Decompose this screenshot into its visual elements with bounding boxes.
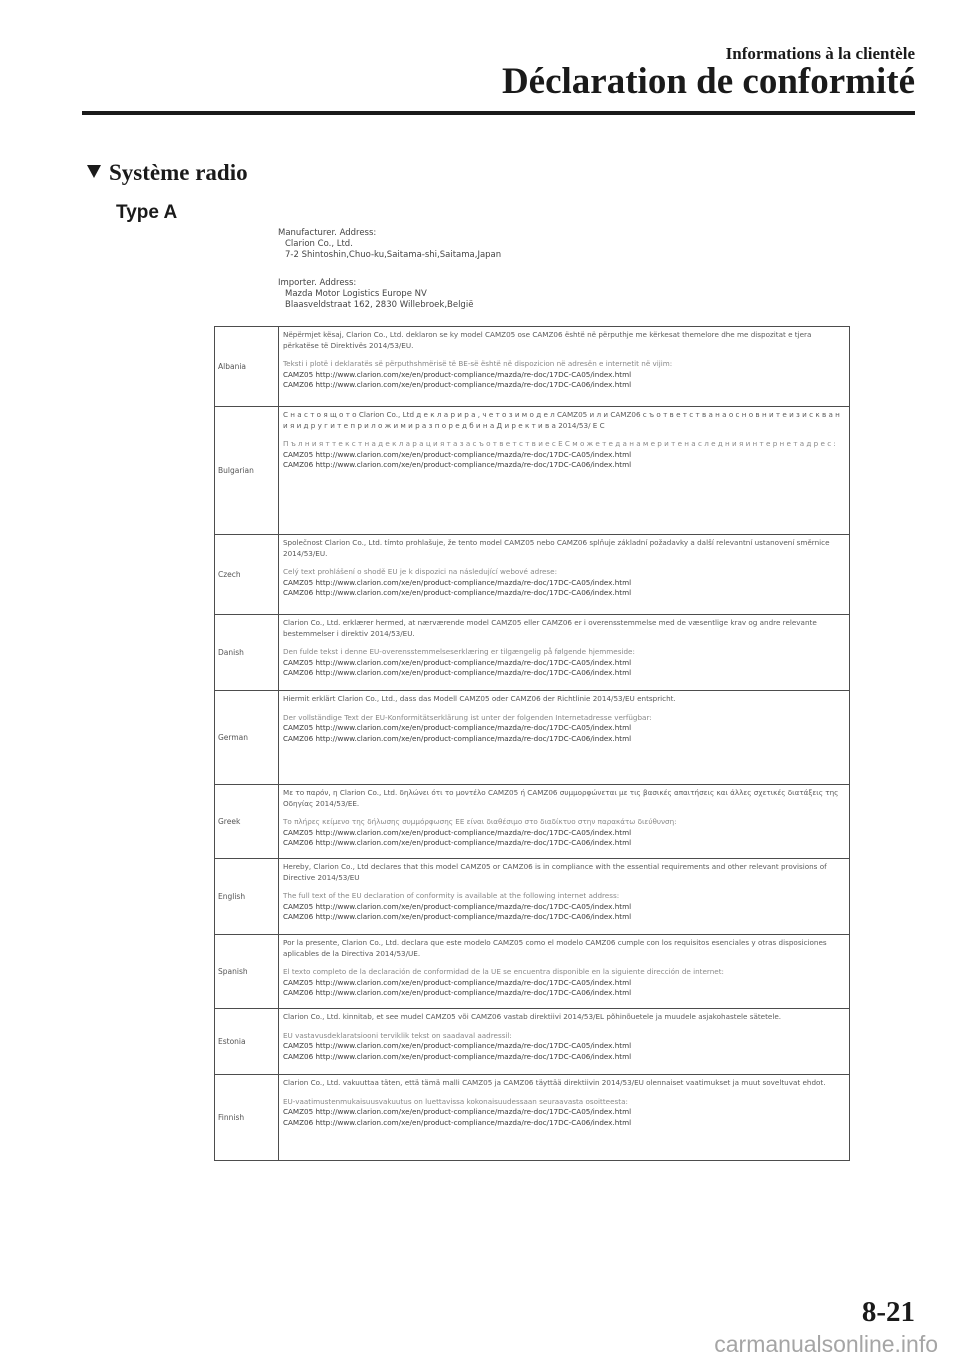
paragraph-gap xyxy=(283,1089,845,1097)
declaration-availability: Το πλήρες κείμενο της δήλωσης συμμόρφωσης ΕΕ είναι διαθέσιμο στο διαδίκτυο στην παρακάτω διεύθυνση: xyxy=(283,817,677,827)
declaration-availability: EU-vaatimustenmukaisuusvakuutus on luettavissa kokonaisuudessaan seuraavasta osoitteesta: xyxy=(283,1096,628,1106)
declaration-url: CAMZ06 http://www.clarion.com/xe/en/product-compliance/mazda/re-doc/17DC-CA06/index.html xyxy=(283,912,632,922)
declaration-row xyxy=(215,407,850,535)
declaration-url: CAMZ05 http://www.clarion.com/xe/en/product-compliance/mazda/re-doc/17DC-CA05/index.html xyxy=(283,827,632,837)
paragraph-gap xyxy=(283,883,845,891)
section-heading-text: Système radio xyxy=(109,160,248,185)
declaration-availability: П ъ л н и я т т е к с т н а д е к л а р а ц и я т а з а с ъ о т в е т с т в и е с Е С м о ж е т е д а н а м е р и т е н а с л е д н и я и н т е р н е т а д р е с : xyxy=(283,439,836,449)
declaration-url: CAMZ06 http://www.clarion.com/xe/en/product-compliance/mazda/re-doc/17DC-CA06/index.html xyxy=(283,380,632,390)
declaration-row xyxy=(215,935,850,1009)
declaration-row xyxy=(215,859,850,935)
importer-label: Importer. Address: xyxy=(278,278,357,288)
declaration-url: CAMZ06 http://www.clarion.com/xe/en/product-compliance/mazda/re-doc/17DC-CA06/index.html xyxy=(283,1051,632,1061)
declaration-language: Estonia xyxy=(215,1009,279,1075)
paragraph-gap xyxy=(283,351,845,359)
declaration-statement: Por la presente, Clarion Co., Ltd. declara que este modelo CAMZ05 como el modelo CAMZ06 cumple con los requisitos esenciales y otras disposiciones aplicables de la Directiva 2014/53/UE. xyxy=(283,938,827,958)
declaration-url: CAMZ05 http://www.clarion.com/xe/en/product-compliance/mazda/re-doc/17DC-CA05/index.html xyxy=(283,1041,632,1051)
type-label: Type A xyxy=(116,202,178,223)
triangle-down-icon xyxy=(87,165,101,178)
declaration-statement: Společnost Clarion Co., Ltd. tímto prohlašuje, že tento model CAMZ05 nebo CAMZ06 splňuje základní požadavky a další relevantní ustanovení směrnice 2014/53/EU. xyxy=(283,538,830,558)
declaration-url: CAMZ06 http://www.clarion.com/xe/en/product-compliance/mazda/re-doc/17DC-CA06/index.html xyxy=(283,460,632,470)
declaration-availability: Teksti i plotë i deklaratës së përputhshmërisë të BE-së është në dispozicion në adresën e internetit në vijim: xyxy=(283,359,673,369)
declaration-body xyxy=(279,1009,850,1075)
declaration-body xyxy=(279,785,850,859)
declaration-language: Bulgarian xyxy=(215,407,279,535)
section-heading xyxy=(87,160,248,186)
page-number: 8-21 xyxy=(861,1296,915,1328)
declaration-body xyxy=(279,691,850,785)
declaration-row xyxy=(215,615,850,691)
manufacturer-block xyxy=(278,228,501,261)
declaration-language: Spanish xyxy=(215,935,279,1009)
page-title: Déclaration de conformité xyxy=(501,61,915,102)
declaration-availability: EU vastavusdeklaratsiooni terviklik tekst on saadaval aadressil: xyxy=(283,1030,512,1040)
declaration-body xyxy=(279,1075,850,1161)
declaration-statement: Clarion Co., Ltd. kinnitab, et see mudel CAMZ05 või CAMZ06 vastab direktiivi 2014/53/EL põhinõuetele ja muudele asjakohastele sätetele. xyxy=(283,1012,782,1021)
paragraph-gap xyxy=(283,959,845,967)
declaration-table xyxy=(214,326,850,1161)
declaration-url: CAMZ06 http://www.clarion.com/xe/en/product-compliance/mazda/re-doc/17DC-CA06/index.html xyxy=(283,588,632,598)
paragraph-gap xyxy=(283,431,845,439)
paragraph-gap xyxy=(283,1023,845,1031)
declaration-url: CAMZ06 http://www.clarion.com/xe/en/product-compliance/mazda/re-doc/17DC-CA06/index.html xyxy=(283,988,632,998)
declaration-statement: Nëpërmjet kësaj, Clarion Co., Ltd. deklaron se ky model CAMZ05 ose CAMZ06 është në përputhje me kërkesat themelore dhe me dispozitat e tjera përkatëse të Direktivës 2014/53/EU. xyxy=(283,330,812,350)
declaration-availability: Celý text prohlášení o shodě EU je k dispozici na následující webové adrese: xyxy=(283,567,558,577)
declaration-url: CAMZ05 http://www.clarion.com/xe/en/product-compliance/mazda/re-doc/17DC-CA05/index.html xyxy=(283,977,632,987)
declaration-body xyxy=(279,407,850,535)
declaration-statement: Hereby, Clarion Co., Ltd declares that this model CAMZ05 or CAMZ06 is in compliance with the essential requirements and other relevant provisions of Directive 2014/53/EU xyxy=(283,862,827,882)
declaration-row xyxy=(215,691,850,785)
declaration-statement: С н а с т о я щ о т о Clarion Co., Ltd д е к л а р и р а , ч е т о з и м о д е л CAMZ05 и л и CAMZ06 с ъ о т в е т с т в а н а о с н о в н и т е и з и с к в а н и я и д р у г и т е п р и л о ж и м и р а з п о р е д б и н а Д и р е к т и в а 2014/53/ Е С xyxy=(283,410,840,430)
declaration-statement: Hiermit erklärt Clarion Co., Ltd., dass das Modell CAMZ05 oder CAMZ06 der Richtlinie 2014/53/EU entspricht. xyxy=(283,694,676,703)
declaration-row xyxy=(215,1009,850,1075)
declaration-statement: Με το παρόν, η Clarion Co., Ltd. δηλώνει ότι το μοντέλο CAMZ05 ή CAMZ06 συμμορφώνεται με τις βασικές απαιτήσεις και άλλες σχετικές διατάξεις της Οδηγίας 2014/53/ΕΕ. xyxy=(283,788,839,808)
declaration-body xyxy=(279,327,850,407)
manufacturer-line: Clarion Co., Ltd. xyxy=(285,239,353,249)
declaration-language: Danish xyxy=(215,615,279,691)
declaration-language: Albania xyxy=(215,327,279,407)
declaration-availability: El texto completo de la declaración de conformidad de la UE se encuentra disponible en la siguiente dirección de internet: xyxy=(283,967,724,977)
declaration-url: CAMZ05 http://www.clarion.com/xe/en/product-compliance/mazda/re-doc/17DC-CA05/index.html xyxy=(283,577,632,587)
declaration-url: CAMZ05 http://www.clarion.com/xe/en/product-compliance/mazda/re-doc/17DC-CA05/index.html xyxy=(283,723,632,733)
declaration-url: CAMZ06 http://www.clarion.com/xe/en/product-compliance/mazda/re-doc/17DC-CA06/index.html xyxy=(283,838,632,848)
declaration-language: Finnish xyxy=(215,1075,279,1161)
declaration-language: Greek xyxy=(215,785,279,859)
declaration-url: CAMZ05 http://www.clarion.com/xe/en/product-compliance/mazda/re-doc/17DC-CA05/index.html xyxy=(283,449,632,459)
declaration-url: CAMZ06 http://www.clarion.com/xe/en/product-compliance/mazda/re-doc/17DC-CA06/index.html xyxy=(283,1117,632,1127)
declaration-statement: Clarion Co., Ltd. vakuuttaa täten, että tämä malli CAMZ05 ja CAMZ06 täyttää direktiivin 2014/53/EU olennaiset vaatimukset ja muut soveltuvat ehdot. xyxy=(283,1078,826,1087)
declaration-row xyxy=(215,535,850,615)
declaration-language: Czech xyxy=(215,535,279,615)
declaration-url: CAMZ05 http://www.clarion.com/xe/en/product-compliance/mazda/re-doc/17DC-CA05/index.html xyxy=(283,901,632,911)
manufacturer-line: 7-2 Shintoshin,Chuo-ku,Saitama-shi,Saitama,Japan xyxy=(285,250,502,260)
declaration-body xyxy=(279,615,850,691)
header-section: Informations à la clientèle xyxy=(725,44,915,63)
paragraph-gap xyxy=(283,559,845,567)
paragraph-gap xyxy=(283,639,845,647)
declaration-row xyxy=(215,785,850,859)
declaration-url: CAMZ05 http://www.clarion.com/xe/en/product-compliance/mazda/re-doc/17DC-CA05/index.html xyxy=(283,369,632,379)
declaration-url: CAMZ06 http://www.clarion.com/xe/en/product-compliance/mazda/re-doc/17DC-CA06/index.html xyxy=(283,668,632,678)
declaration-url: CAMZ06 http://www.clarion.com/xe/en/product-compliance/mazda/re-doc/17DC-CA06/index.html xyxy=(283,733,632,743)
declaration-body xyxy=(279,935,850,1009)
declaration-body xyxy=(279,859,850,935)
importer-block xyxy=(278,278,473,311)
declaration-row xyxy=(215,327,850,407)
importer-line: Mazda Motor Logistics Europe NV xyxy=(285,289,427,299)
declaration-availability: Der vollständige Text der EU-Konformitätserklärung ist unter der folgenden Internetadresse verfügbar: xyxy=(283,712,652,722)
declaration-language: English xyxy=(215,859,279,935)
declaration-language: German xyxy=(215,691,279,785)
declaration-availability: The full text of the EU declaration of conformity is available at the following internet address: xyxy=(283,891,620,901)
declaration-url: CAMZ05 http://www.clarion.com/xe/en/product-compliance/mazda/re-doc/17DC-CA05/index.html xyxy=(283,657,632,667)
header-rule xyxy=(82,111,915,115)
importer-line: Blaasveldstraat 162, 2830 Willebroek,België xyxy=(285,300,474,310)
manufacturer-label: Manufacturer. Address: xyxy=(278,228,377,238)
declaration-body xyxy=(279,535,850,615)
declaration-statement: Clarion Co., Ltd. erklærer hermed, at nærværende model CAMZ05 eller CAMZ06 er i overensstemmelse med de væsentlige krav og andre relevante bestemmelser i direktiv 2014/53/EU. xyxy=(283,618,817,638)
watermark: carmanualsonline.info xyxy=(714,1331,938,1357)
declaration-availability: Den fulde tekst i denne EU-overensstemmelseserklæring er tilgængelig på følgende hjemmeside: xyxy=(283,647,635,657)
declaration-url: CAMZ05 http://www.clarion.com/xe/en/product-compliance/mazda/re-doc/17DC-CA05/index.html xyxy=(283,1107,632,1117)
paragraph-gap xyxy=(283,705,845,713)
declaration-row xyxy=(215,1075,850,1161)
paragraph-gap xyxy=(283,809,845,817)
